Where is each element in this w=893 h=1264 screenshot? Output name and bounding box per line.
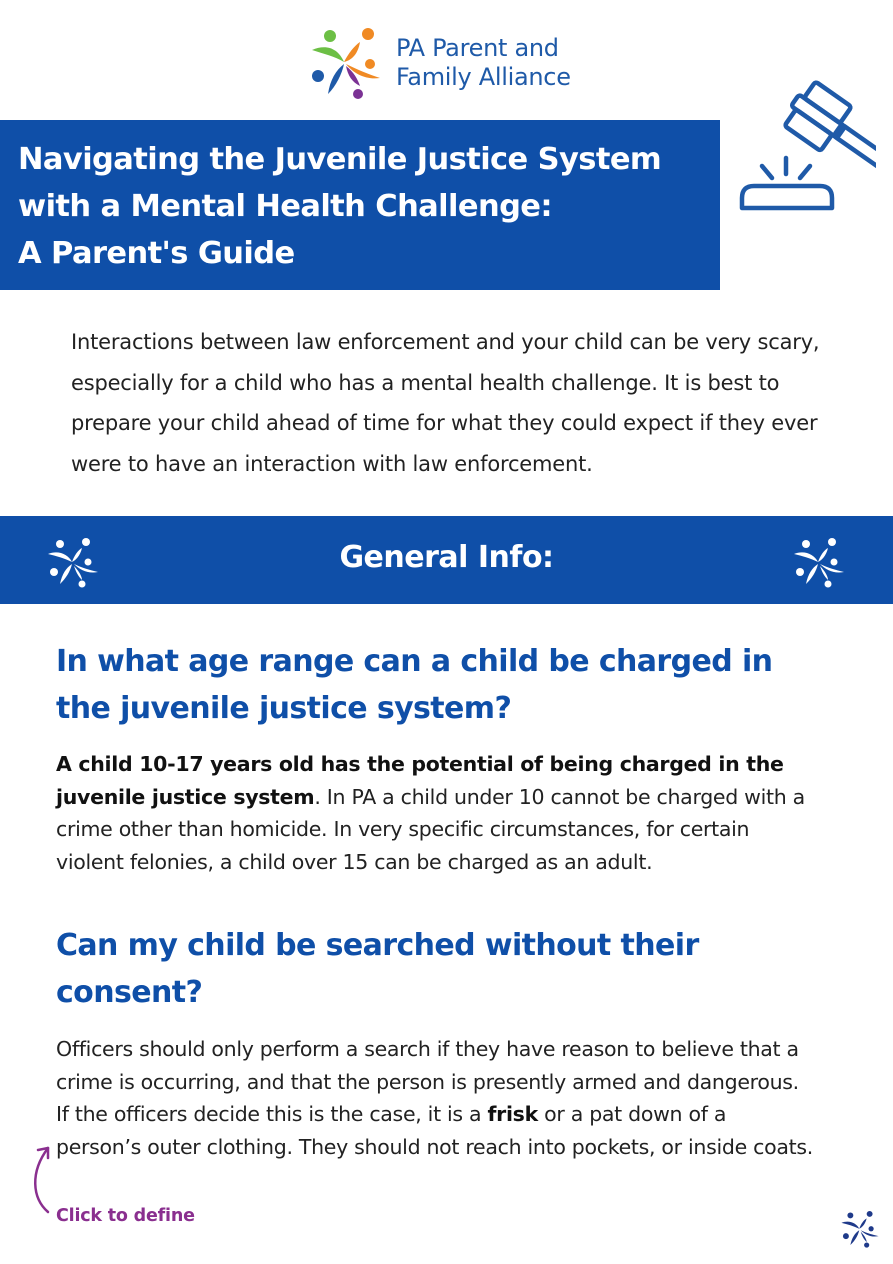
faq-question — [56, 922, 846, 1016]
faq-question-line: In what age range can a child be charged in — [56, 644, 773, 679]
faq-answer-highlight: A child 10-17 years old has the potential of being charged in the juvenile justice system — [56, 752, 784, 809]
logo-line-2: Family Alliance — [396, 63, 571, 91]
faq-question-line: consent? — [56, 975, 203, 1010]
section-title: General Info: — [339, 540, 554, 575]
faq-question — [56, 638, 846, 732]
faq-question-line: the juvenile justice system? — [56, 691, 512, 726]
pa-parent-family-alliance-logo-icon — [308, 24, 386, 100]
faq-answer-text: Officers should only perform a search if they have reason to believe that a crime is occurring, and that the person is presently armed and dangerous. If the officers decide this is the case, it is a — [56, 1037, 799, 1126]
faq-answer — [56, 1033, 816, 1163]
page-title — [18, 136, 710, 277]
title-banner — [0, 120, 720, 290]
logo-line-1: PA Parent and — [396, 34, 559, 62]
faq-answer-text: or a pat down of a person’s outer clothing. They should not reach into pockets, or inside coats. — [56, 1102, 813, 1159]
section-banner — [0, 516, 893, 604]
title-line-3: A Parent's Guide — [18, 236, 295, 271]
logo-wordmark — [396, 34, 571, 92]
title-line-2: with a Mental Health Challenge: — [18, 189, 552, 224]
gavel-icon — [736, 74, 876, 214]
star-people-icon — [840, 1208, 880, 1248]
click-to-define-link[interactable]: Click to define — [56, 1206, 195, 1226]
faq-answer — [56, 748, 816, 878]
faq-answer-text: . In PA a child under 10 cannot be charged with a crime other than homicide. In very specific circumstances, for certain violent felonies, a child over 15 can be charged as an adult. — [56, 784, 805, 874]
star-people-icon — [792, 534, 846, 588]
title-line-1: Navigating the Juvenile Justice System — [18, 142, 662, 177]
faq-question-line: Can my child be searched without their — [56, 928, 699, 963]
frisk-term[interactable]: frisk — [487, 1102, 538, 1126]
intro-paragraph: Interactions between law enforcement and your child can be very scary, especially for a child who has a mental health challenge. It is best to prepare your child ahead of time for what they could expect if they ever were to have an interaction with law enforcement. — [71, 330, 820, 476]
brand-logo — [308, 24, 598, 100]
